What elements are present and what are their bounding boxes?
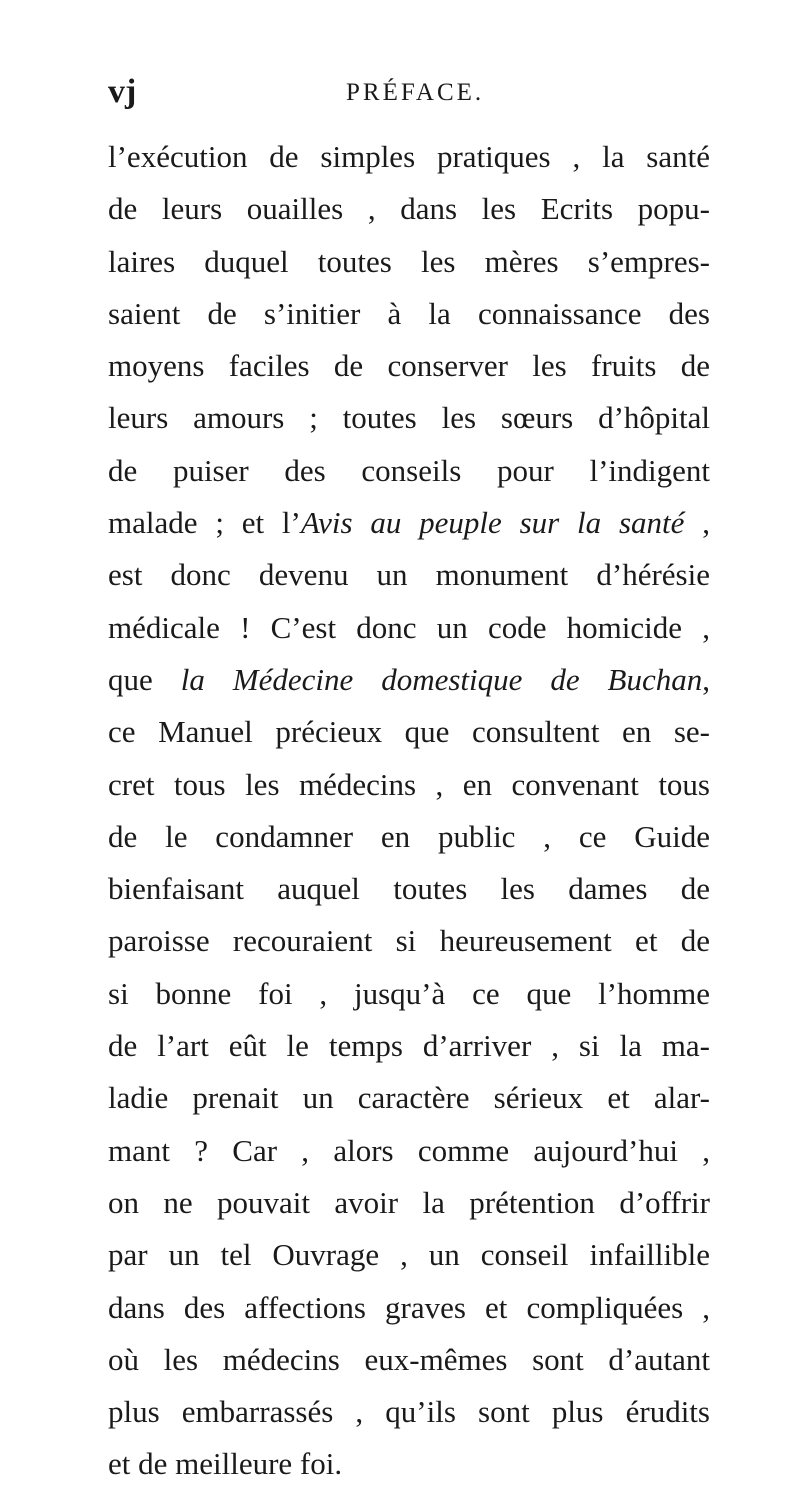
text-line: ce Manuel précieux que consultent en se- — [108, 714, 710, 750]
text-line: ladie prenait un caractère sérieux et alar- — [108, 1080, 710, 1116]
text-line: bienfaisant auquel toutes les dames de — [108, 871, 710, 907]
italic-title-avis: Avis au peuple sur la santé — [300, 505, 685, 541]
text-line: de le condamner en public , ce Guide — [108, 818, 710, 854]
text-line: que la Médecine domestique de Buchan, — [108, 661, 710, 697]
text-line: où les médecins eux-mêmes sont d’autant — [108, 1341, 710, 1377]
text-line: moyens faciles de conserver les fruits de — [108, 348, 710, 384]
text-line: leurs amours ; toutes les sœurs d’hôpital — [108, 400, 710, 436]
text-line: de leurs ouailles , dans les Ecrits popu- — [108, 191, 710, 227]
text-line: médicale ! C’est donc un code homicide , — [108, 609, 710, 645]
text-line: on ne pouvait avoir la prétention d’offrir — [108, 1184, 710, 1220]
text-line: de l’art eût le temps d’arriver , si la ma- — [108, 1028, 710, 1064]
running-title: PRÉFACE. — [346, 79, 485, 106]
text-line: cret tous les médecins , en convenant tous — [108, 766, 710, 802]
text-line: mant ? Car , alors comme aujourd’hui , — [108, 1132, 710, 1168]
italic-title-buchan: la Médecine domestique de Buchan — [180, 661, 703, 697]
body-text — [108, 131, 710, 1491]
text-line: est donc devenu un monument d’hérésie — [108, 557, 710, 593]
text-line: par un tel Ouvrage , un conseil infaillible — [108, 1237, 710, 1273]
text-line: laires duquel toutes les mères s’empres- — [108, 243, 710, 279]
text-line: si bonne foi , jusqu’à ce que l’homme — [108, 975, 710, 1011]
text-line: de puiser des conseils pour l’indigent — [108, 452, 710, 488]
text-line: malade ; et l’Avis au peuple sur la santé , — [108, 505, 710, 541]
text-line: saient de s’initier à la connaissance des — [108, 295, 710, 331]
text-line: l’exécution de simples pratiques , la santé — [108, 139, 710, 174]
page-number: vj — [108, 73, 137, 110]
text-line-last: et de meilleure foi. — [108, 1446, 343, 1482]
page-header — [108, 72, 708, 112]
text-line: dans des affections graves et compliquées , — [108, 1289, 710, 1325]
text-line: paroisse recouraient si heureusement et de — [108, 923, 710, 959]
text-line: plus embarrassés , qu’ils sont plus érudits — [108, 1394, 710, 1430]
